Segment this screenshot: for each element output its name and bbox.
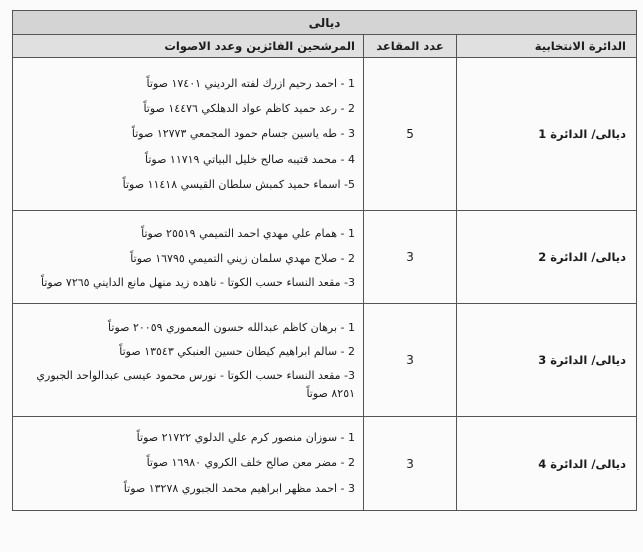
candidates-cell [13, 211, 364, 304]
candidates-cell [13, 304, 364, 417]
district-name: ديالى/ الدائرة 4 [457, 417, 637, 511]
candidate-entry: 1 - همام علي مهدي احمد التميمي ٢٥٥١٩ صوتاً [141, 226, 356, 240]
candidate-entry: 2 - صلاح مهدي سلمان زيني التميمي ١٦٧٩٥ صوتاً [130, 251, 356, 265]
candidate-entry: 4 - محمد قتيبه صالح خليل البياتي ١١٧١٩ صوتاً [144, 152, 356, 166]
seat-count: 3 [364, 417, 457, 511]
candidate-entry: 3 - طه ياسين جسام حمود المجمعي ١٢٧٧٣ صوتاً [131, 127, 356, 140]
seat-count: 3 [364, 211, 457, 304]
district-row [13, 58, 637, 211]
seat-count: 5 [364, 58, 457, 211]
candidates-cell [13, 417, 364, 511]
election-results-table [12, 10, 637, 511]
table-title: ديالى [13, 11, 637, 35]
candidates-cell [13, 58, 364, 211]
candidate-entry: 3 - احمد مظهر ابراهيم محمد الجبوري ١٣٢٧٨ صوتاً [123, 482, 356, 495]
table-body [13, 58, 637, 511]
district-row [13, 304, 637, 417]
candidate-entry: 5- اسماء حميد كمبش سلطان القيسي ١١٤١٨ صوتاً [122, 178, 356, 191]
district-name: ديالى/ الدائرة 3 [457, 304, 637, 417]
district-row [13, 417, 637, 511]
candidate-entry: 2 - مضر معن صالح خلف الكروي ١٦٩٨٠ صوتاً [146, 456, 356, 469]
header-seats: عدد المقاعد [364, 35, 457, 58]
candidate-entry: 1 - احمد رحيم ازرك لفته الرديني ١٧٤٠١ صوتاً [146, 76, 356, 90]
title-row [13, 11, 637, 35]
candidate-entry: 1 - سوزان منصور كرم علي الدلوي ٢١٧٢٢ صوتاً [136, 431, 356, 444]
district-name: ديالى/ الدائرة 2 [457, 211, 637, 304]
candidate-entry: 1 - برهان كاظم عبدالله حسون المعموري ٢٠٠٥٩ صوتاً [108, 320, 356, 334]
candidate-entry: 2 - سالم ابراهيم كيطان حسين العنبكي ١٣٥٤٣ صوتاً [119, 345, 356, 358]
header-row [13, 35, 637, 58]
header-district: الدائرة الانتخابية [457, 35, 637, 58]
district-name: ديالى/ الدائرة 1 [457, 58, 637, 211]
district-row [13, 211, 637, 304]
candidate-entry: 2 - رعد حميد كاظم عواد الدهلكي ١٤٤٧٦ صوتاً [143, 101, 356, 115]
seat-count: 3 [364, 304, 457, 417]
candidate-entry: 3- مقعد النساء حسب الكوتا - نورس محمود عيسى عبدالواحد الجبوري ٨٢٥١ صوتاً [36, 368, 356, 400]
candidate-entry: 3- مقعد النساء حسب الكوتا - ناهده زيد منهل مانع الدايني ٧٢٦٥ صوتاً [40, 275, 356, 289]
header-candidates: المرشحين الفائزين وعدد الاصوات [13, 35, 364, 58]
